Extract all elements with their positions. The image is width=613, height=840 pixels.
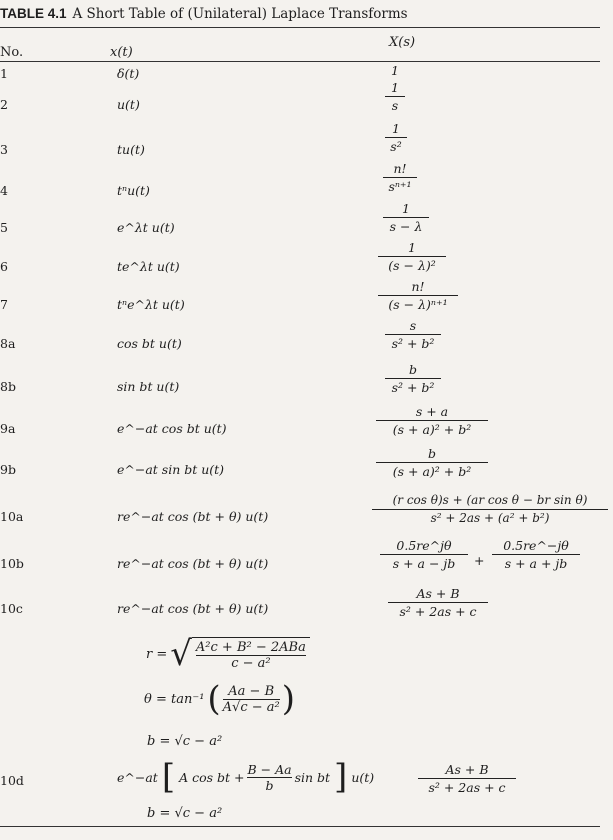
row-xt: cos bt u(t): [117, 336, 182, 351]
theta-fraction: [221, 684, 282, 715]
row-no: 1: [0, 66, 8, 81]
xs-denominator: s² + b²: [391, 336, 435, 351]
xs-numerator: b: [408, 362, 417, 377]
r-fraction: [192, 637, 310, 671]
inner-numerator: B − Aa: [247, 761, 292, 777]
theta-denominator: A√c − a²: [222, 699, 280, 715]
xs-numerator: 1: [408, 240, 416, 255]
xs-denominator: s + a + jb: [504, 556, 568, 571]
row-no: 10c: [0, 601, 23, 616]
row-xt: e^−at cos bt u(t): [117, 421, 227, 436]
row-xs-fraction: [388, 586, 488, 619]
row-xs-fraction: [372, 493, 608, 526]
xs-numerator: 1: [392, 121, 400, 136]
xs-numerator: 1: [391, 80, 399, 95]
xs-denominator: (s − λ)²: [388, 258, 436, 273]
xs-numerator: 0.5re^jθ: [396, 538, 452, 553]
row-xs: 1: [391, 63, 399, 78]
fraction-bar: [378, 295, 458, 296]
row-xs-fraction-left: [380, 538, 468, 571]
xs-denominator: (s + a)² + b²: [392, 464, 472, 479]
xs-numerator: s: [409, 318, 417, 333]
row-no: 2: [0, 97, 8, 112]
row-no: 8b: [0, 379, 16, 394]
xs-numerator: s + a: [415, 404, 449, 419]
row-xs-fraction: [376, 446, 488, 479]
row-no: 8a: [0, 336, 16, 351]
table-title: [0, 6, 408, 22]
top-rule: [0, 27, 600, 28]
theta-equation: [144, 679, 296, 719]
row-no: 3: [0, 142, 8, 157]
b-equation-10d: b = √c − a²: [147, 806, 223, 821]
xs-numerator: As + B: [445, 762, 489, 777]
fraction-bar: [378, 256, 446, 257]
row-xt: u(t): [117, 97, 140, 112]
xs-denominator: s² + 2as + c: [428, 780, 506, 795]
fraction-bar: [385, 334, 441, 335]
header-no: No.: [0, 45, 24, 60]
plus-sign: +: [474, 553, 485, 568]
header-xs: X(s): [389, 35, 416, 50]
row-xt: e^λt u(t): [117, 220, 175, 235]
xs-denominator: (s + a)² + b²: [392, 422, 472, 437]
xs-denominator: s² + 2as + c: [399, 604, 477, 619]
row-xt: [117, 757, 375, 797]
bottom-rule: [0, 826, 600, 827]
r-equation: [146, 634, 310, 674]
row-xt: te^λt u(t): [117, 259, 180, 274]
xs-denominator: s − λ: [389, 219, 423, 234]
fraction-bar: [376, 420, 488, 421]
row-no: 7: [0, 297, 8, 312]
fraction-bar: [376, 462, 488, 463]
row-xs-fraction: [385, 121, 407, 154]
xs-denominator: s² + b²: [391, 380, 435, 395]
row-xs-fraction: [383, 201, 429, 234]
row-xt: tu(t): [117, 142, 145, 157]
fraction-bar: [492, 554, 580, 555]
row-xt: re^−at cos (bt + θ) u(t): [117, 509, 269, 524]
row-xs-fraction: [385, 80, 405, 113]
row-no: 9a: [0, 421, 16, 436]
row-no: 4: [0, 183, 8, 198]
xs-numerator: 1: [402, 201, 410, 216]
r-denominator: c − a²: [231, 656, 271, 671]
inner-denominator: b: [265, 777, 274, 793]
row-xs-fraction: [376, 404, 488, 437]
fraction-bar: [388, 602, 488, 603]
xt-tail: u(t): [351, 769, 375, 785]
xs-denominator: s² + 2as + (a² + b²): [430, 511, 550, 525]
fraction-bar: [383, 217, 429, 218]
row-xs-fraction: [385, 362, 441, 395]
left-paren: (: [207, 679, 221, 719]
theta-lhs: θ = tan⁻¹: [144, 691, 205, 707]
row-no: 6: [0, 259, 8, 274]
xt-mid: A cos bt +: [179, 769, 245, 785]
row-xt: sin bt u(t): [117, 379, 180, 394]
xs-numerator: (r cos θ)s + (ar cos θ − br sin θ): [392, 493, 588, 507]
xs-denominator: s²: [390, 139, 402, 154]
xs-denominator: s: [391, 98, 399, 113]
row-xs-fraction: [378, 240, 446, 273]
row-no: 10a: [0, 509, 24, 524]
row-xt: re^−at cos (bt + θ) u(t): [117, 556, 269, 571]
fraction-bar: [380, 554, 468, 555]
fraction-bar: [372, 509, 608, 510]
right-paren: ): [281, 679, 296, 719]
left-bracket: [: [161, 757, 176, 797]
xs-numerator: 0.5re^−jθ: [503, 538, 569, 553]
row-xt: tⁿe^λt u(t): [117, 297, 185, 312]
fraction-bar: [385, 96, 405, 97]
row-no: 9b: [0, 462, 16, 477]
r-lhs: r =: [146, 646, 168, 662]
table-number: TABLE 4.1: [0, 6, 67, 21]
xs-numerator: As + B: [416, 586, 460, 601]
row-xs-fraction: [378, 279, 458, 312]
xs-denominator: s + a − jb: [392, 556, 456, 571]
xs-numerator: b: [427, 446, 436, 461]
header-rule: [0, 61, 600, 62]
r-numerator: A²c + B² − 2ABa: [195, 640, 306, 655]
row-xt: re^−at cos (bt + θ) u(t): [117, 601, 269, 616]
row-xt: tⁿu(t): [117, 183, 150, 198]
fraction-bar: [385, 378, 441, 379]
theta-numerator: Aa − B: [228, 683, 275, 699]
table-caption: A Short Table of (Unilateral) Laplace Transforms: [72, 6, 408, 22]
xt-sin: sin bt: [294, 769, 331, 785]
b-equation-10c: b = √c − a²: [147, 734, 223, 749]
row-xs-fraction-right: [492, 538, 580, 571]
xt-exp: e^−at: [117, 769, 158, 785]
row-xs-fraction: [418, 762, 516, 795]
sqrt-sign: √: [170, 634, 192, 674]
row-no: 10d: [0, 773, 24, 788]
xs-denominator: sⁿ⁺¹: [388, 179, 412, 194]
fraction-bar: [383, 177, 417, 178]
row-xs-fraction: [385, 318, 441, 351]
row-xs-fraction: [383, 161, 417, 194]
fraction-bar: [418, 778, 516, 779]
row-no: 10b: [0, 556, 24, 571]
xs-numerator: n!: [393, 161, 407, 176]
row-xt: e^−at sin bt u(t): [117, 462, 225, 477]
row-xt: δ(t): [117, 66, 140, 81]
header-xt: x(t): [110, 45, 133, 60]
row-no: 5: [0, 220, 8, 235]
inner-fraction: [247, 762, 291, 793]
right-bracket: ]: [334, 757, 348, 797]
xs-denominator: (s − λ)ⁿ⁺¹: [388, 297, 448, 312]
fraction-bar: [385, 137, 407, 138]
xs-numerator: n!: [411, 279, 425, 294]
